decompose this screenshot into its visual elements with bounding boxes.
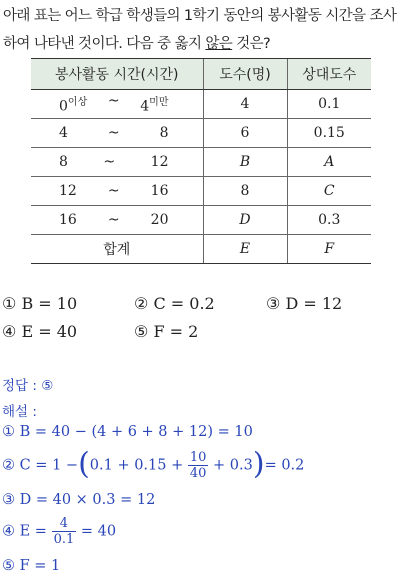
range-cell: 8 ~ 12 xyxy=(59,154,169,170)
table-row xyxy=(31,206,371,235)
total-relative: F xyxy=(287,235,371,264)
range-cell: $0^{이상}$ ~ $4^{미만}$ xyxy=(59,93,169,115)
relative-cell: 0.1 xyxy=(287,90,371,119)
frequency-table xyxy=(31,58,371,264)
choice-2[interactable]: ② C = 0.2 xyxy=(134,294,215,313)
solution-label: 해설 : xyxy=(2,404,37,420)
question-underlined-word: 않은 xyxy=(205,36,233,52)
solution-step-3: ③ D = 40 × 0.3 = 12 xyxy=(2,492,156,508)
relative-cell: A xyxy=(287,148,371,177)
relative-cell: 0.15 xyxy=(287,119,371,148)
total-label: 합계 xyxy=(31,235,203,264)
header-hours: 봉사활동 시간(시간) xyxy=(31,59,203,90)
fraction: $\frac{10}{40}$ xyxy=(189,450,207,481)
choice-1[interactable]: ① B = 10 xyxy=(2,294,78,313)
relative-cell: C xyxy=(287,177,371,206)
question-line-2: 하여 나타낸 것이다. 다음 중 옳지 않은 것은? xyxy=(3,36,271,52)
range-cell: 12 ~ 16 xyxy=(59,183,169,199)
solution-step-5: ⑤ F = 1 xyxy=(2,558,61,574)
range-cell: 16 ~ 20 xyxy=(59,212,169,228)
frequency-cell: 8 xyxy=(203,177,287,206)
solution-step-1: ① B = 40 − (4 + 6 + 8 + 12) = 10 xyxy=(2,424,253,440)
table-row xyxy=(31,177,371,206)
choice-3[interactable]: ③ D = 12 xyxy=(266,294,343,313)
relative-cell: 0.3 xyxy=(287,206,371,235)
table-row xyxy=(31,90,371,119)
frequency-cell: B xyxy=(203,148,287,177)
range-cell: 4 ~ 8 xyxy=(59,125,169,141)
total-frequency: E xyxy=(203,235,287,264)
solution-step-2: ② C = 1 −(0.1 + 0.15 + $\frac{10}{40}$ + 0.3)= 0.2 xyxy=(2,446,305,482)
question-text xyxy=(3,2,397,58)
fraction: $\frac{4}{0.1}$ xyxy=(53,516,75,547)
header-relative-frequency: 상대도수 xyxy=(287,59,371,90)
table-row xyxy=(31,119,371,148)
total-row xyxy=(31,235,371,264)
choice-4[interactable]: ④ E = 40 xyxy=(2,322,78,341)
frequency-cell: D xyxy=(203,206,287,235)
question-line-1: 아래 표는 어느 학급 학생들의 1학기 동안의 봉사활동 시간을 조사 xyxy=(3,8,397,24)
table-row xyxy=(31,148,371,177)
header-frequency: 도수(명) xyxy=(203,59,287,90)
frequency-cell: 4 xyxy=(203,90,287,119)
solution-step-4: ④ E = $\frac{4}{0.1}$ = 40 xyxy=(2,516,117,547)
answer-label: 정답 : ⑤ xyxy=(2,378,54,394)
frequency-cell: 6 xyxy=(203,119,287,148)
choice-5[interactable]: ⑤ F = 2 xyxy=(134,322,199,341)
